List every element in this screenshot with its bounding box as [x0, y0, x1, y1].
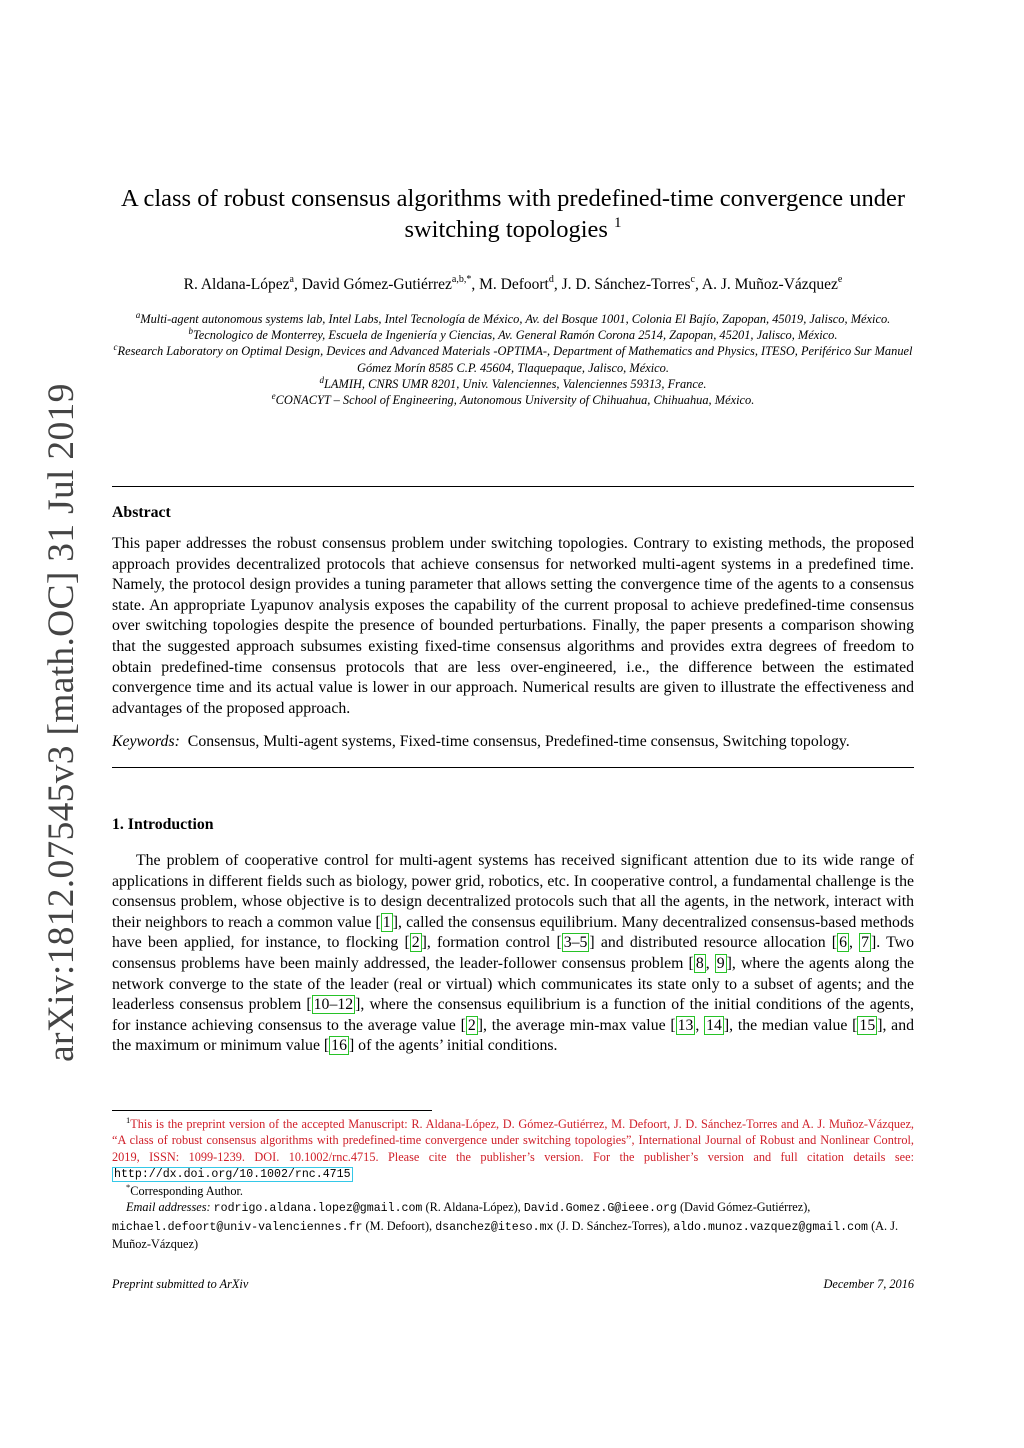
keywords-text: Consensus, Multi-agent systems, Fixed-time consensus, Predefined-time consensus, Switching topology. — [187, 733, 850, 750]
email-link[interactable]: michael.defoort@univ-valenciennes.fr — [112, 1220, 363, 1234]
author-2: David Gómez-Gutiérrez$^{a,b,*}$, — [301, 274, 480, 293]
author-3: M. Defoort$^d$, — [479, 274, 562, 293]
footnotes — [112, 1116, 914, 1252]
citation-link[interactable]: 2 — [467, 1016, 476, 1034]
introduction-heading: 1. Introduction — [112, 816, 214, 833]
citation-link[interactable]: 2 — [411, 934, 420, 952]
title-footnote-mark: 1 — [614, 215, 622, 231]
keywords-label: Keywords: — [112, 733, 180, 750]
title-line-1: A class of robust consensus algorithms with predefined-time convergence under — [120, 185, 906, 212]
citation-link[interactable]: 6 — [839, 934, 847, 952]
affiliation-list — [112, 311, 914, 408]
email-link[interactable]: David.Gomez.G@ieee.org — [523, 1202, 677, 1216]
author-5: A. J. Muñoz-Vázquez$^e$ — [701, 274, 843, 293]
author-list — [112, 275, 914, 295]
preprint-footnote: $^1$This is the preprint version of the accepted Manuscript: R. Aldana-López, D. Gómez-Gutiérrez, M. Defoort, J. D. Sánchez-Torres and A. J. Muñoz-Vázquez, “A class of robust consensus algorithms with predefined-time convergence under switching topologies”, International Journal of Robust and Nonlinear Control, 2019, ISSN: 1099-1239. DOI. 10.1002/rnc.4715. Please cite the publisher’s version. For the publisher’s version and full citation details see: http://dx.doi.org/10.1002/rnc.4715 — [112, 1115, 914, 1181]
citation-link[interactable]: 16 — [331, 1037, 347, 1055]
email-label: Email addresses: — [126, 1200, 211, 1215]
citation-link[interactable]: 9 — [716, 954, 725, 972]
citation-link[interactable]: 15 — [859, 1016, 876, 1034]
affiliation-b: $^b$Tecnologico de Monterrey, Escuela de Ingeniería y Ciencias, Av. General Ramón Corona 2514, Zapopan, 45201, Jalisco, México. — [188, 326, 838, 343]
footer-date: December 7, 2016 — [823, 1277, 914, 1291]
abstract-top-rule — [112, 486, 914, 487]
affiliation-d: $^d$LAMIH, CNRS UMR 8201, Univ. Valenciennes, Valenciennes 59313, France. — [319, 374, 707, 391]
citation-link[interactable]: 7 — [861, 934, 870, 952]
arxiv-identifier-stamp: arXiv:1812.07545v3 [math.OC] 31 Jul 2019 — [41, 383, 82, 1062]
author-1: R. Aldana-López$^a$, — [183, 274, 302, 293]
footer-submission-note: Preprint submitted to ArXiv — [112, 1277, 249, 1291]
abstract-body: This paper addresses the robust consensus problem under switching topologies. Contrary to existing methods, the proposed approach provides decentralized protocols that achieve consensus for networked multi-agent systems in a predefined time. Namely, the protocol design provides a tuning parameter that allows setting the convergence time of the agents to a consensus state. An appropriate Lyapunov analysis exposes the capability of the current proposal to achieve predefined-time consensus over switching topologies despite the presence of bounded perturbations. Finally, the paper presents a comparison showing that the suggested approach subsumes existing fixed-time consensus algorithms and provides extra degrees of freedom to obtain predefined-time consensus protocols that are less over-engineered, i.e., the difference between the estimated convergence time and its actual value is lower in our approach. Numerical results are given to illustrate the effectiveness and advantages of the proposed approach. — [112, 535, 914, 717]
abstract-heading: Abstract — [112, 504, 171, 521]
citation-link[interactable]: 1 — [382, 913, 391, 931]
corresponding-author-note: *Corresponding Author. — [126, 1182, 243, 1199]
citation-link[interactable]: 13 — [677, 1016, 694, 1034]
author-4: J. D. Sánchez-Torres$^c$, — [561, 274, 702, 293]
footnote-rule — [112, 1110, 432, 1111]
title-line-2: switching topologies — [404, 216, 608, 243]
introduction-paragraph: The problem of cooperative control for multi-agent systems has received significant attention due to its wide range of applications in different fields such as biology, power grid, robotics, etc. In cooperative control, a fundamental challenge is the consensus problem, whose objective is to design decentralized protocols such that all the agents, in the network, interact with their neighbors to reach a common value [ 1 ], called the consensus equilibrium. Many decentralized consensus-based methods have been applied, for instance, to flocking [ 2 ], formation control [ 3–5 ] and distributed resource allocation [ 6 , 7 ]. Two consensus problems have been mainly addressed, the leader-follower consensus problem [ 8 , 9 ], where the agents along the network converge to the state of the leader (real or virtual) which communicates its state only to a subset of agents; and the leaderless consensus problem [ 10–12 ], where the consensus equilibrium is a function of the initial conditions of the agents, for instance achieving consensus to the average value [ 2 ], the average min-max value [ 13 , 14 ], the median value [ 15 ], and the maximum or minimum value [ 16 ] of the agents’ initial conditions. — [112, 852, 914, 1055]
email-link[interactable]: dsanchez@iteso.mx — [435, 1220, 554, 1234]
email-link[interactable]: rodrigo.aldana.lopez@gmail.com — [213, 1202, 423, 1216]
affiliation-e: $^e$CONACYT – School of Engineering, Autonomous University of Chihuahua, Chihuahua, México. — [271, 391, 755, 408]
abstract-bottom-rule — [112, 767, 914, 768]
paper-title — [112, 183, 914, 245]
citation-link[interactable]: 3–5 — [563, 934, 588, 952]
keywords-line — [112, 732, 914, 753]
email-link[interactable]: aldo.munoz.vazquez@gmail.com — [673, 1220, 868, 1234]
email-addresses: Email addresses: rodrigo.aldana.lopez@gmail.com (R. Aldana-López), David.Gomez.G@ieee.org (David Gómez-Gutiérrez), michael.defoort@univ-valenciennes.fr (M. Defoort), dsanchez@iteso.mx (J. D. Sánchez-Torres), aldo.munoz.vazquez@gmail.com (A. J. Muñoz-Vázquez) — [112, 1200, 899, 1252]
affiliation-c: $^c$Research Laboratory on Optimal Design, Devices and Advanced Materials -OPTIMA-, Department of Mathematics and Physics, ITESO, Periférico Sur Manuel Gómez Morín 8585 C.P. 45604, Tlaquepaque, Jalisco, México. — [113, 342, 913, 375]
affiliation-a: $^a$Multi-agent autonomous systems lab, Intel Labs, Intel Tecnología de México, Av. del Bosque 1001, Colonia El Bajío, Zapopan, 45019, Jalisco, México. — [135, 310, 891, 326]
citation-link[interactable]: 8 — [695, 954, 704, 972]
citation-link[interactable]: 14 — [706, 1016, 722, 1034]
doi-link[interactable]: http://dx.doi.org/10.1002/rnc.4715 — [114, 1167, 351, 1181]
citation-link[interactable]: 10–12 — [313, 996, 354, 1014]
